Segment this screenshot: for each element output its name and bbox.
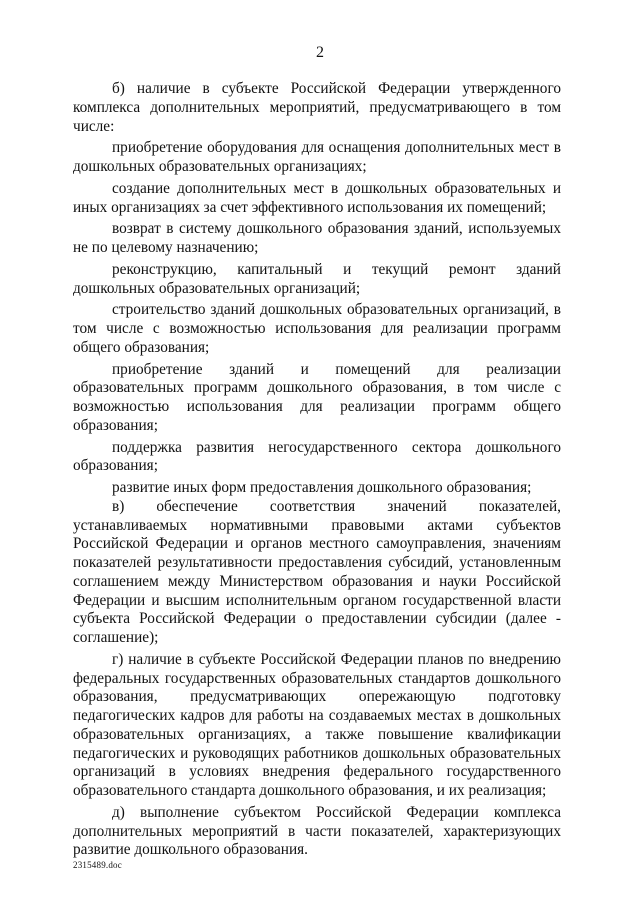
list-item-private-sector: поддержка развития негосударственного сектора дошкольного образования; [73, 438, 561, 475]
list-item-reconstruction: реконструкцию, капитальный и текущий ремонт зданий дошкольных образовательных организаций; [73, 260, 561, 297]
paragraph-b-intro: б) наличие в субъекте Российской Федерации утвержденного комплекса дополнительных мероприятий, предусматривающего в том числе: [73, 80, 561, 135]
list-item-building-return: возврат в систему дошкольного образования зданий, используемых не по целевому назначению; [73, 220, 561, 256]
document-body [73, 80, 561, 860]
paragraph-v-indicators: в) обеспечение соответствия значений показателей, устанавливаемых нормативными правовыми актами субъектов Российской Федерации и органов местного самоуправления, значениям показателей результативности предоставления субсидий, установленным соглашением между Министерством образования и науки Российской Федерации и высшим исполнительным органом государственной власти субъекта Российской Федерации о предоставлении субсидии (далее - соглашение); [73, 497, 561, 646]
list-item-equipment: приобретение оборудования для оснащения дополнительных мест в дошкольных образовательных организациях; [73, 139, 561, 175]
list-item-additional-places: создание дополнительных мест в дошкольных образовательных и иных организациях за счет эффективного использования их помещений; [73, 179, 561, 216]
paragraph-g-standards: г) наличие в субъекте Российской Федерации планов по внедрению федеральных государственных образовательных стандартов дошкольного образования, предусматривающих опережающую подготовку педагогических кадров для работы на создаваемых местах в дошкольных образовательных организациях, а также повышение квалификации педагогических и руководящих работников дошкольных образовательных организаций в условиях внедрения федерального государственного образовательного стандарта дошкольного образования, и их реализация; [73, 650, 561, 799]
document-file-code: 2315489.doc [73, 860, 122, 870]
list-item-construction: строительство зданий дошкольных образовательных организаций, в том числе с возможностью использования для реализации программ общего образования; [73, 301, 561, 356]
paragraph-d-execution: д) выполнение субъектом Российской Федерации комплекса дополнительных мероприятий в части показателей, характеризующих развитие дошкольного образования. [73, 803, 561, 859]
list-item-other-forms: развитие иных форм предоставления дошкольного образования; [112, 479, 532, 496]
page-number: 2 [316, 44, 324, 61]
list-item-acquisition: приобретение зданий и помещений для реализации образовательных программ дошкольного образования, в том числе с возможностью использования для реализации программ общего образования; [73, 360, 561, 434]
